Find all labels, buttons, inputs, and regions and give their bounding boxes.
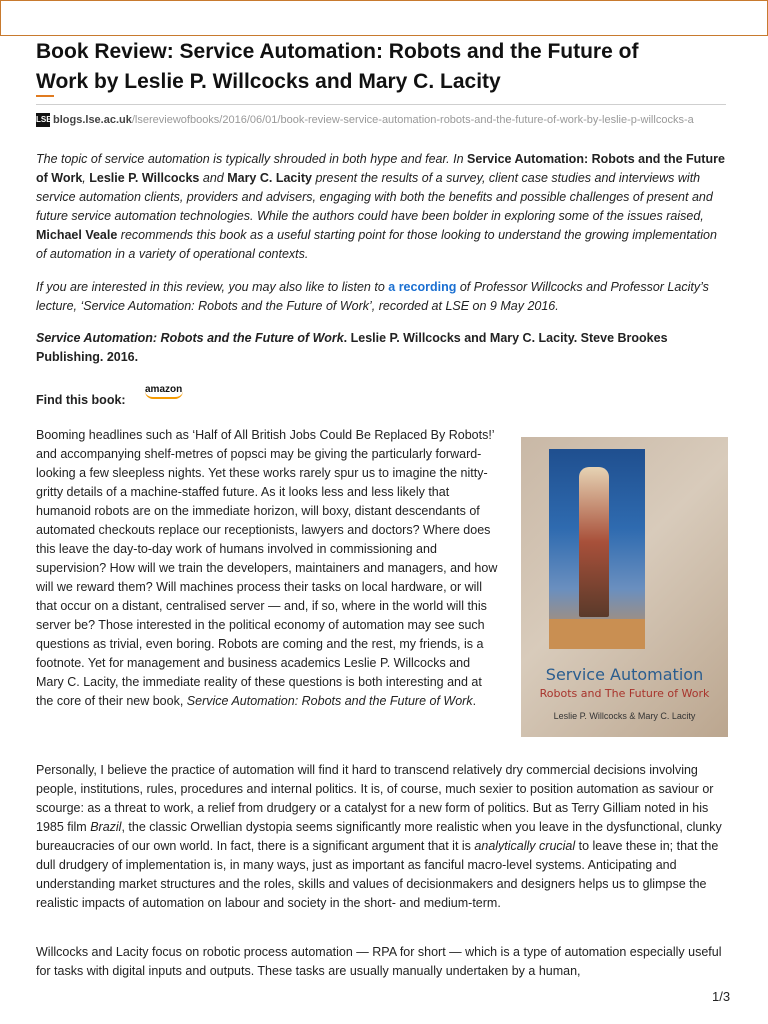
paragraph-text: to leave these in; that the dull drudgery of implementation is, in many ways, just as important as fanciful macro-level systems. Anticipating and understanding market structures and the roles, skills and values of decisionmakers and designers helps us to glimpse the realistic impacts of automation on labour and society in the short- and medium-term. — [36, 839, 719, 910]
body-paragraph-1 — [36, 426, 501, 711]
find-book-label: Find this book: — [36, 393, 126, 407]
cover-artwork — [549, 449, 645, 649]
intro-paragraph — [36, 150, 728, 264]
listen-text: of Professor Willcocks and Professor Lacity’s lecture, ‘Service Automation: Robots and the Future of Work’, recorded at LSE on 9 May 2016. — [36, 280, 709, 313]
citation-title: Service Automation: Robots and the Future of Work — [36, 331, 344, 345]
intro-book-title: Service Automation: Robots and the Future of Work — [36, 152, 725, 185]
divider — [36, 104, 726, 105]
paragraph-text: Personally, I believe the practice of automation will find it hard to transcend relatively dry commercial decisions involving people, institutions, rules, procedures and internal politics. It is, of course, much sexier to position automation as saviour or scourge: as a threat to work, a relief from drudgery or a catalyst for a new form of politics. But as Terry Gilliam noted in his 1985 film — [36, 763, 714, 834]
listen-paragraph — [36, 278, 728, 316]
intro-text: , — [82, 171, 90, 185]
emphasis-italic: analytically crucial — [474, 839, 576, 853]
paragraph-text: Booming headlines such as ‘Half of All British Jobs Could Be Replaced By Robots!’ and accompanying shelf-metres of popsci may be giving the particularly forward-looking a few sleepless nights. Yet these works rarely spur us to imagine the nitty-gritty details of a machine-staffed future. As it looks less and less likely that humanoid robots are on the immediate horizon, will boxy, distant descendants of automated checkouts replace our receptionists, lawyers and doctors? Where does this leave the day-to-day work of humans involved in commissioning and supervision? How will we train the developers, maintainers and managers, and how will we reward them? Will machines process their tasks on local hardware, or will that occur on a distant, centralised server — and, if so, where in the world will this server be? Those interested in the political economy of automation may see such questions as trivial, even boring. Robots are coming and the rest, my friends, is a footnote. Yet for management and business academics Leslie P. Willcocks and Mary C. Lacity, the immediate reality of these questions is both interesting and at the core of their new book, — [36, 428, 498, 708]
top-border-bar — [0, 0, 768, 36]
intro-text: and — [199, 171, 228, 185]
page-number: 1/3 — [712, 989, 731, 1004]
intro-text: The topic of service automation is typically shrouded in both hype and fear. In — [36, 152, 468, 166]
intro-text: present the results of a survey, client case studies and interviews with service automation clients, providers and advisers, engaging with both the benefits and possible challenges of present and future service automation technologies. While the authors could have been bolder in exploring some of the issues raised, — [36, 171, 713, 223]
film-title-italic: Brazil — [90, 820, 122, 834]
title-line-2: Work by Leslie P. Willcocks and Mary C. Lacity — [36, 70, 501, 93]
listen-text: If you are interested in this review, you may also like to listen to — [36, 280, 389, 294]
source-domain: blogs.lse.ac.uk — [53, 113, 132, 126]
paragraph-text: , the classic Orwellian dystopia seems significantly more realistic when you leave in the dysfunctional, clunky bureaucracies of our own world. In fact, there is a significant argument that it is — [36, 820, 722, 853]
body-paragraph-2 — [36, 761, 728, 913]
paragraph-text: Willcocks and Lacity focus on robotic process automation — RPA for short — which is a type of automation especially useful for tasks with digital inputs and outputs. These tasks are usually manually undertaken by a human, — [36, 945, 722, 978]
amazon-link[interactable] — [145, 384, 183, 399]
body-paragraph-3 — [36, 943, 728, 981]
intro-author-2: Mary C. Lacity — [227, 171, 312, 185]
intro-text: recommends this book as a useful starting point for those looking to understand the growing implementation of automation in a variety of operational contexts. — [36, 228, 717, 261]
title-accent — [36, 95, 54, 97]
cover-subtitle: Robots and The Future of Work — [539, 687, 710, 700]
source-url[interactable] — [36, 113, 736, 127]
cover-title: Service Automation — [545, 665, 704, 684]
book-cover-image — [521, 437, 728, 737]
intro-reviewer: Michael Veale — [36, 228, 118, 242]
paragraph-text: . — [472, 694, 477, 708]
title-line-1: Book Review: Service Automation: Robots and the Future of — [36, 40, 639, 63]
citation-details: . Leslie P. Willcocks and Mary C. Lacity. Steve Brookes Publishing. 2016. — [36, 331, 668, 364]
source-path: /lsereviewofbooks/2016/06/01/book-review-service-automation-robots-and-the-future-of-work-by-leslie-p-willcocks-a — [131, 113, 694, 126]
book-citation — [36, 329, 728, 367]
recording-link[interactable]: a recording — [388, 280, 457, 294]
intro-author-1: Leslie P. Willcocks — [89, 171, 200, 185]
article-title — [36, 37, 736, 97]
lse-logo-icon: LSE — [36, 113, 50, 127]
cover-authors: Leslie P. Willcocks & Mary C. Lacity — [553, 711, 696, 721]
amazon-logo-icon: amazon — [145, 384, 183, 395]
book-title-italic: Service Automation: Robots and the Future of Work — [186, 694, 473, 708]
